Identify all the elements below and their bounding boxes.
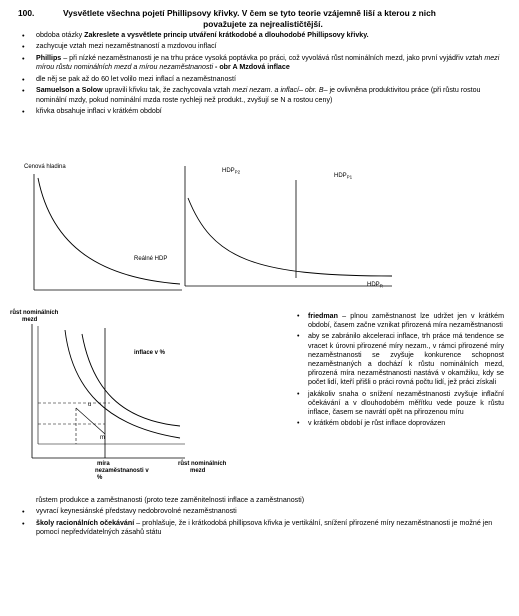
- figure3-curve-2: [82, 334, 180, 426]
- figure-phillips: [10, 308, 250, 488]
- question-heading: [18, 8, 508, 29]
- list-item: [18, 519, 510, 538]
- figure2-label-p1: $HDP_{P1}$: [334, 173, 353, 180]
- bullet-dot-icon: •: [297, 332, 300, 341]
- bullet-list-top: [18, 31, 510, 119]
- continuation-text: růstem produkce a zaměstnanosti (proto teze zaměnitelnosti inflace a zaměstnanosti): [36, 496, 305, 504]
- question-line-2: považujete za nejrealističtější.: [203, 18, 323, 29]
- list-item-text: – je ovlivněna produktivitou práce (při růstu rostou nominální mzdy, pokud nominální mzda roste rychleji než produkt., zvyšují se N a rostou ceny): [36, 86, 481, 104]
- list-item: [18, 42, 510, 51]
- list-item-text: vyvrací keynesiánské představy nedobrovolné nezaměstnanosti: [36, 507, 237, 516]
- figure2-curve: [188, 198, 392, 276]
- list-item: [296, 312, 504, 330]
- bullet-dot-icon: •: [22, 53, 25, 63]
- figure3-point-m: m: [100, 435, 105, 441]
- figure3-curve-1: [65, 330, 180, 438]
- bullet-list-bottom: [18, 507, 510, 537]
- list-item: [296, 419, 504, 428]
- figure3-xlabel-1: míra: [97, 461, 110, 467]
- figure1-ylabel: Cenová hladina: [24, 164, 66, 170]
- figure3-ylabel-1: růst nominálních: [10, 310, 59, 316]
- figure1-curve: [38, 178, 180, 284]
- figure3-xlabel-right-1: růst nominálních: [178, 461, 227, 467]
- bullet-dot-icon: •: [297, 312, 300, 320]
- figure2-label-p2: $HDP_{P2}$: [222, 168, 241, 175]
- figure3-segment: [76, 408, 105, 434]
- list-item-text: – plnou zaměstnanost lze udržet jen v krátkém období, časem začne vznikat přirozená míra nezaměstnanosti: [308, 312, 504, 330]
- list-item-text: Samuelson a Solow: [36, 86, 103, 95]
- list-item: [18, 86, 510, 105]
- list-item: [296, 390, 504, 418]
- figure3-point-u: u: [88, 402, 92, 408]
- list-item-text: obdoba otázky: [36, 31, 85, 39]
- list-item-text: mezi nezam. a inflací– obr. B: [232, 86, 324, 95]
- figure-price-level: [22, 158, 192, 298]
- list-item: [296, 332, 504, 387]
- question-line-1: Vysvětlete všechna pojetí Phillipsovy křivky. V čem se tyto teorie vzájemně liší a kterou z nich: [63, 8, 436, 18]
- list-item-text: - obr A Mzdová inflace: [213, 63, 290, 72]
- figure-hdp-svg: [182, 158, 402, 298]
- list-item-text: aby se zabránilo akceleraci inflace, trh práce má tendence se vracet k úrovni přirozené míry nezam., v rámci přirozené míry nezaměstnanosti se zvyšuje konkurence schopnost nezaměstnaných a dochází k růstu nominálních mezd, přirozená míra nezaměstnanosti nastává v okamžiku, kdy se počet lidí, kteří přišli o práci rovná počtu lidí, jež práci získali: [308, 332, 504, 387]
- list-item-text: v krátkém období je růst inflace doprovázen: [308, 419, 446, 428]
- figure3-xlabel-2: nezaměstnanosti v: [95, 468, 149, 474]
- figure3-curve-label: inflace v %: [134, 350, 166, 356]
- bullet-dot-icon: •: [22, 507, 25, 517]
- figure3-ylabel-2: mezd: [22, 317, 38, 323]
- list-item: [18, 31, 510, 40]
- bullet-dot-icon: •: [22, 107, 25, 117]
- list-item-text: křivka obsahuje inflaci v krátkém období: [36, 107, 162, 116]
- bullet-dot-icon: •: [297, 389, 300, 398]
- figure-phillips-svg: [10, 308, 250, 488]
- list-item-text: friedman: [308, 312, 338, 320]
- figure1-curve-label: Reálné HDP: [134, 256, 168, 262]
- list-item-text: školy racionálních očekávání: [36, 518, 135, 527]
- list-item-text: vztah mezi mírou růstu nominálních mezd a mírou nezaměstnanosti: [36, 53, 500, 72]
- list-item-text: dle něj se pak až do 60 let volilo mezi inflací a nezaměstnaností: [36, 74, 236, 83]
- bottom-section: [18, 496, 510, 540]
- list-item-text: – při nízké nezaměstnanosti je na trhu práce vysoká poptávka po práci, což vyvolává růst nominálních mezd, jako první vyjádřiv: [61, 53, 466, 62]
- figure-hdp: [182, 158, 402, 298]
- figure3-xlabel-3: %: [97, 475, 103, 481]
- bullet-dot-icon: •: [297, 419, 300, 428]
- bullet-dot-icon: •: [22, 518, 25, 528]
- figure2-label-r: $HDP_R$: [367, 282, 383, 289]
- bullet-dot-icon: •: [22, 42, 25, 52]
- list-item: [18, 507, 510, 516]
- bullet-dot-icon: •: [22, 86, 25, 96]
- question-number: 100.: [18, 8, 35, 18]
- right-column-bullets: [296, 312, 504, 430]
- list-item-text: upravili křivku tak, že zachycovala vztah: [102, 86, 233, 95]
- list-item: [18, 75, 510, 84]
- bullet-dot-icon: •: [22, 31, 25, 40]
- list-item-text: zachycuje vztah mezi nezaměstnaností a mzdovou inflací: [36, 42, 217, 51]
- bullet-dot-icon: •: [22, 74, 25, 84]
- figure3-xlabel-right-2: mezd: [190, 468, 206, 474]
- list-item: [18, 54, 510, 73]
- list-item: [18, 107, 510, 116]
- figure-price-level-svg: [22, 158, 192, 298]
- list-item-text: jakákoliv snaha o snížení nezaměstnanosti zvyšuje inflační očekávání a v dlouhodobém měřítku vede pouze k růstu inflace, časem se navrátí opět na přirozenou míru: [308, 389, 504, 417]
- list-item-text: Phillips: [36, 53, 62, 62]
- list-item-text: Zakreslete a vysvětlete princip utváření krátkodobé a dlouhodobé Phillipsovy křivky.: [84, 31, 369, 39]
- list-item-text: – prohlašuje, že i krátkodobá phillipsova křivka je vertikální, snížení přirozené míry nezaměstnanosti je možné jen pomocí nepředvídatelných zásahů státu: [36, 518, 493, 537]
